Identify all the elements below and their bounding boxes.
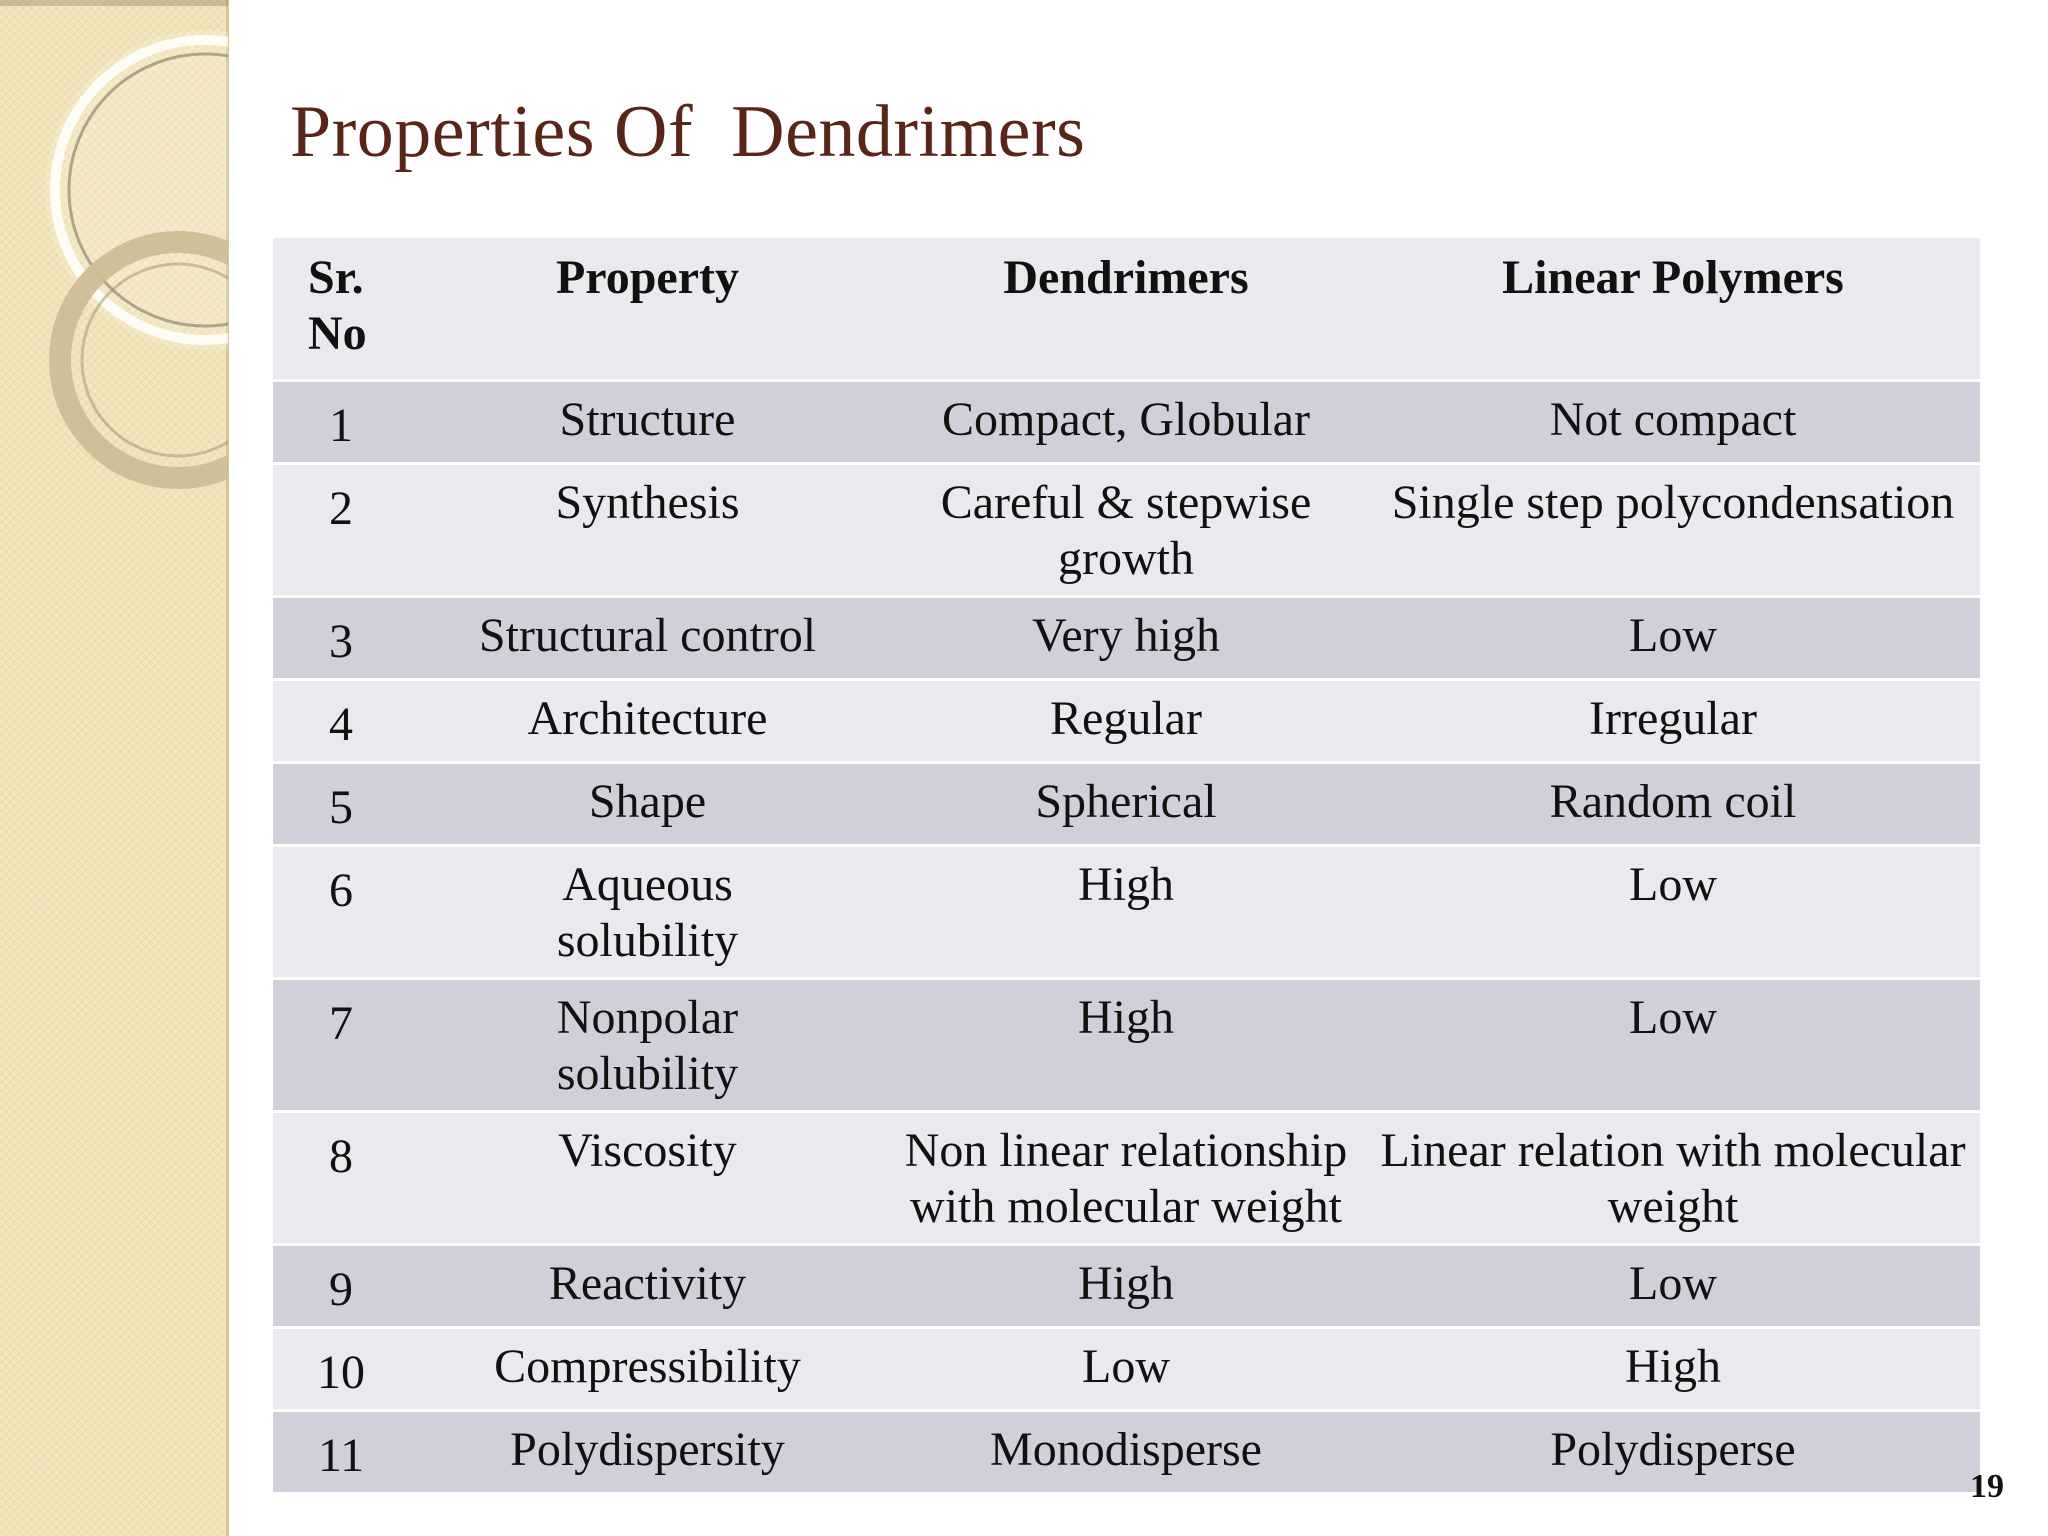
cell-linear-polymers: Low (1366, 978, 1980, 1111)
cell-linear-polymers: Single step polycondensation (1366, 463, 1980, 596)
cell-property: Architecture (409, 679, 886, 762)
cell-dendrimers: Low (886, 1327, 1366, 1410)
cell-sr-no: 11 (273, 1410, 409, 1493)
properties-table (273, 238, 1980, 1495)
cell-dendrimers: Monodisperse (886, 1410, 1366, 1493)
cell-sr-no: 9 (273, 1244, 409, 1327)
table-row (273, 596, 1980, 679)
cell-linear-polymers: Random coil (1366, 762, 1980, 845)
cell-linear-polymers: Not compact (1366, 380, 1980, 463)
header-dendrimers: Dendrimers (886, 238, 1366, 380)
page-number: 19 (1970, 1468, 2004, 1505)
header-linear-polymers: Linear Polymers (1366, 238, 1980, 380)
properties-table-container (273, 238, 1980, 1495)
table-row (273, 380, 1980, 463)
cell-property: Compressibility (409, 1327, 886, 1410)
cell-linear-polymers: Low (1366, 596, 1980, 679)
cell-dendrimers: Spherical (886, 762, 1366, 845)
cell-property: Viscosity (409, 1111, 886, 1244)
cell-linear-polymers: Polydisperse (1366, 1410, 1980, 1493)
cell-sr-no: 8 (273, 1111, 409, 1244)
cell-property: Reactivity (409, 1244, 886, 1327)
cell-property: Aqueous solubility (409, 845, 886, 978)
cell-dendrimers: High (886, 978, 1366, 1111)
table-row (273, 1111, 1980, 1244)
table-row (273, 463, 1980, 596)
header-property: Property (409, 238, 886, 380)
table-row (273, 1327, 1980, 1410)
cell-property: Structural control (409, 596, 886, 679)
cell-linear-polymers: High (1366, 1327, 1980, 1410)
cell-property: Structure (409, 380, 886, 463)
cell-linear-polymers: Linear relation with molecular weight (1366, 1111, 1980, 1244)
cell-sr-no: 2 (273, 463, 409, 596)
header-sr-no: Sr. No (273, 238, 409, 380)
cell-linear-polymers: Irregular (1366, 679, 1980, 762)
cell-sr-no: 7 (273, 978, 409, 1111)
table-row (273, 679, 1980, 762)
cell-dendrimers: Very high (886, 596, 1366, 679)
table-row (273, 1410, 1980, 1493)
cell-dendrimers: Compact, Globular (886, 380, 1366, 463)
cell-linear-polymers: Low (1366, 1244, 1980, 1327)
cell-sr-no: 3 (273, 596, 409, 679)
cell-dendrimers: Careful & stepwise growth (886, 463, 1366, 596)
cell-dendrimers: Non linear relationship with molecular weight (886, 1111, 1366, 1244)
cell-property: Nonpolar solubility (409, 978, 886, 1111)
table-row (273, 1244, 1980, 1327)
cell-sr-no: 5 (273, 762, 409, 845)
table-row (273, 845, 1980, 978)
cell-sr-no: 1 (273, 380, 409, 463)
table-row (273, 978, 1980, 1111)
cell-linear-polymers: Low (1366, 845, 1980, 978)
slide-title: Properties Of Dendrimers (290, 91, 1086, 173)
decorative-rings-graphic (0, 0, 228, 520)
cell-dendrimers: High (886, 1244, 1366, 1327)
cell-property: Polydispersity (409, 1410, 886, 1493)
cell-dendrimers: Regular (886, 679, 1366, 762)
table-header-row (273, 238, 1980, 380)
cell-sr-no: 6 (273, 845, 409, 978)
cell-sr-no: 10 (273, 1327, 409, 1410)
table-row (273, 762, 1980, 845)
cell-property: Shape (409, 762, 886, 845)
cell-property: Synthesis (409, 463, 886, 596)
cell-dendrimers: High (886, 845, 1366, 978)
cell-sr-no: 4 (273, 679, 409, 762)
